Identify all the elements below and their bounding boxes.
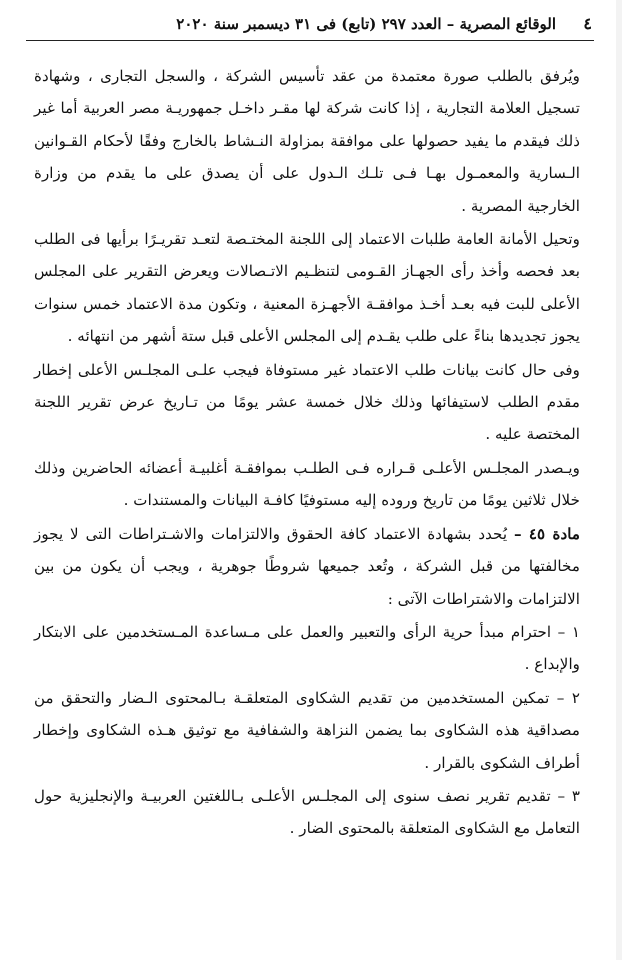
list-item: ١ – احترام مبدأ حرية الرأى والتعبير والعمل على مـساعدة المـستخدمين على الابتكار والإبداع . (34, 622, 580, 674)
paragraph: ويُرفق بالطلب صورة معتمدة من عقد تأسيس الشركة ، والسجل التجارى ، وشهادة تسجيل العلامة التجارية ، إذا كانت شركة لها مقـر داخـل جمهوريـة مصر العربية أما غير ذلك فيقدم ما يفيد حصولها على موافقة بمزاولة النـشاط بالخارج وفقًا لأحكام القـوانين الـسارية والمعمـول بهـا فـى تلـك الـدول على أن يصدق على ما يقدم من وزارة الخارجية المصرية . (34, 67, 580, 215)
paragraph: وتحيل الأمانة العامة طلبات الاعتماد إلى اللجنة المختـصة لتعـد تقريـرًا برأيها فى الطلب بعد فحصه وأخذ رأى الجهـاز القـومى لتنظـيم الاتـصالات ويعرض التقرير على المجلس الأعلى للبت فيه بعـد أخـذ موافقـة الأجهـزة المعنية ، وتكون مدة الاعتماد خمس سنوات يجوز تجديدها بناءً على طلب يقـدم إلى المجلس الأعلى قبل ستة أشهر من انتهائه . (34, 230, 580, 346)
article-label: مادة ٤٥ – (513, 524, 580, 543)
article-text: يُحدد بشهادة الاعتماد كافة الحقوق والالتزامات والاشـتراطات التى لا يجوز مخالفتها من قبل الشركة ، وتُعد جميعها شروطًا جوهرية ، ويجب أن يكون من بين الالتزامات والاشتراطات الآتى : (34, 524, 580, 608)
paragraph: وفى حال كانت بيانات طلب الاعتماد غير مستوفاة فيجب علـى المجلـس الأعلى إخطار مقدم الطلب لاستيفائها وذلك خلال خمسة عشر يومًا من تـاريخ عرض تقرير اللجنة المختصة عليه . (34, 360, 580, 444)
gazette-title: الوقائع المصرية – العدد ٢٩٧ (تابع) فى ٣١ ديسمبر سنة ٢٠٢٠ (176, 15, 556, 33)
page-edge (616, 0, 622, 960)
page-number: ٤ (583, 14, 592, 33)
paragraph: ويـصدر المجلـس الأعلـى قـراره فـى الطلـب بموافقـة أغلبيـة أعضائه الحاضرين وذلك خلال ثلاثين يومًا من تاريخ وروده إليه مستوفيًا كافـة البيانات والمستندات . (34, 458, 580, 510)
list-item: ٢ – تمكين المستخدمين من تقديم الشكاوى المتعلقـة بـالمحتوى الـضار والتحقق من مصداقية هذه الشكاوى بما يضمن النزاهة والشفافية مع توثيق هـذه الشكاوى وإخطار أطراف الشكوى بالقرار . (34, 688, 580, 772)
article-45 (34, 518, 580, 615)
page-header (26, 12, 594, 41)
document-body (34, 60, 580, 845)
list-item: ٣ – تقديم تقرير نصف سنوى إلى المجلـس الأعلـى بـاللغتين العربيـة والإنجليزية حول التعامل مع الشكاوى المتعلقة بالمحتوى الضار . (34, 786, 580, 838)
